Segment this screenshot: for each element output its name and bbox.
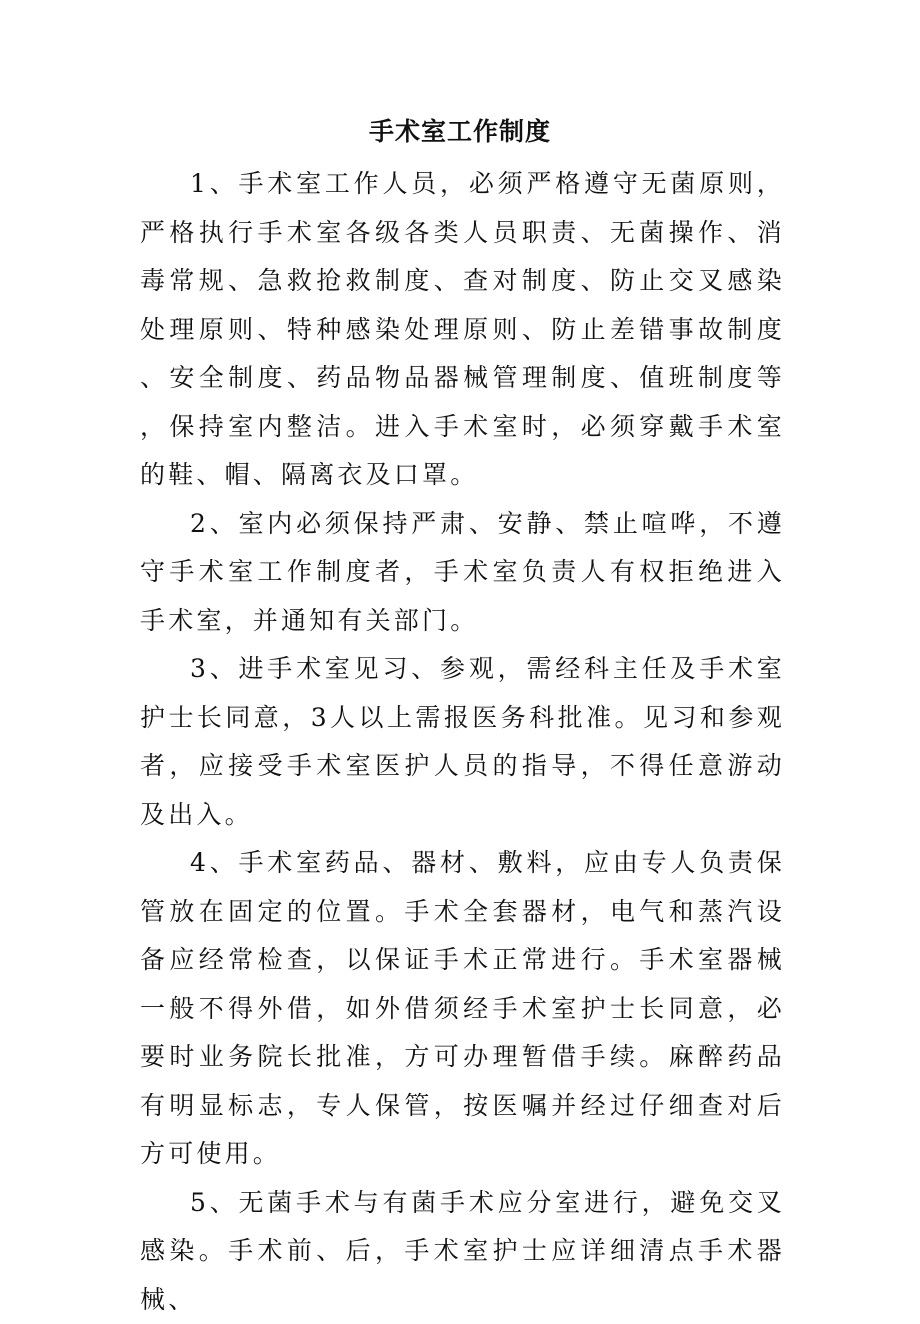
paragraph-4: 4、手术室药品、器材、敷料，应由专人负责保管放在固定的位置。手术全套器材，电气和蒸汽设备应经常检查，以保证手术正常进行。手术室器械一般不得外借，如外借须经手术室护士长同意，必要时业务院长批准，方可办理暂借手续。麻醉药品有明显标志，专人保管，按医嘱并经过仔细查对后方可使用。 — [140, 839, 785, 1179]
document-body — [140, 160, 785, 1324]
paragraph-5: 5、无菌手术与有菌手术应分室进行，避免交叉感染。手术前、后，手术室护士应详细清点手术器械、 — [140, 1179, 785, 1324]
paragraph-2: 2、室内必须保持严肃、安静、禁止喧哗，不遵守手术室工作制度者，手术室负责人有权拒绝进入手术室，并通知有关部门。 — [140, 500, 785, 646]
document-title: 手术室工作制度 — [0, 112, 920, 152]
paragraph-3: 3、进手术室见习、参观，需经科主任及手术室护士长同意，3人以上需报医务科批准。见习和参观者，应接受手术室医护人员的指导，不得任意游动及出入。 — [140, 645, 785, 839]
paragraph-1: 1、手术室工作人员，必须严格遵守无菌原则，严格执行手术室各级各类人员职责、无菌操作、消毒常规、急救抢救制度、查对制度、防止交叉感染处理原则、特种感染处理原则、防止差错事故制度、安全制度、药品物品器械管理制度、值班制度等，保持室内整洁。进入手术室时，必须穿戴手术室的鞋、帽、隔离衣及口罩。 — [140, 160, 785, 500]
